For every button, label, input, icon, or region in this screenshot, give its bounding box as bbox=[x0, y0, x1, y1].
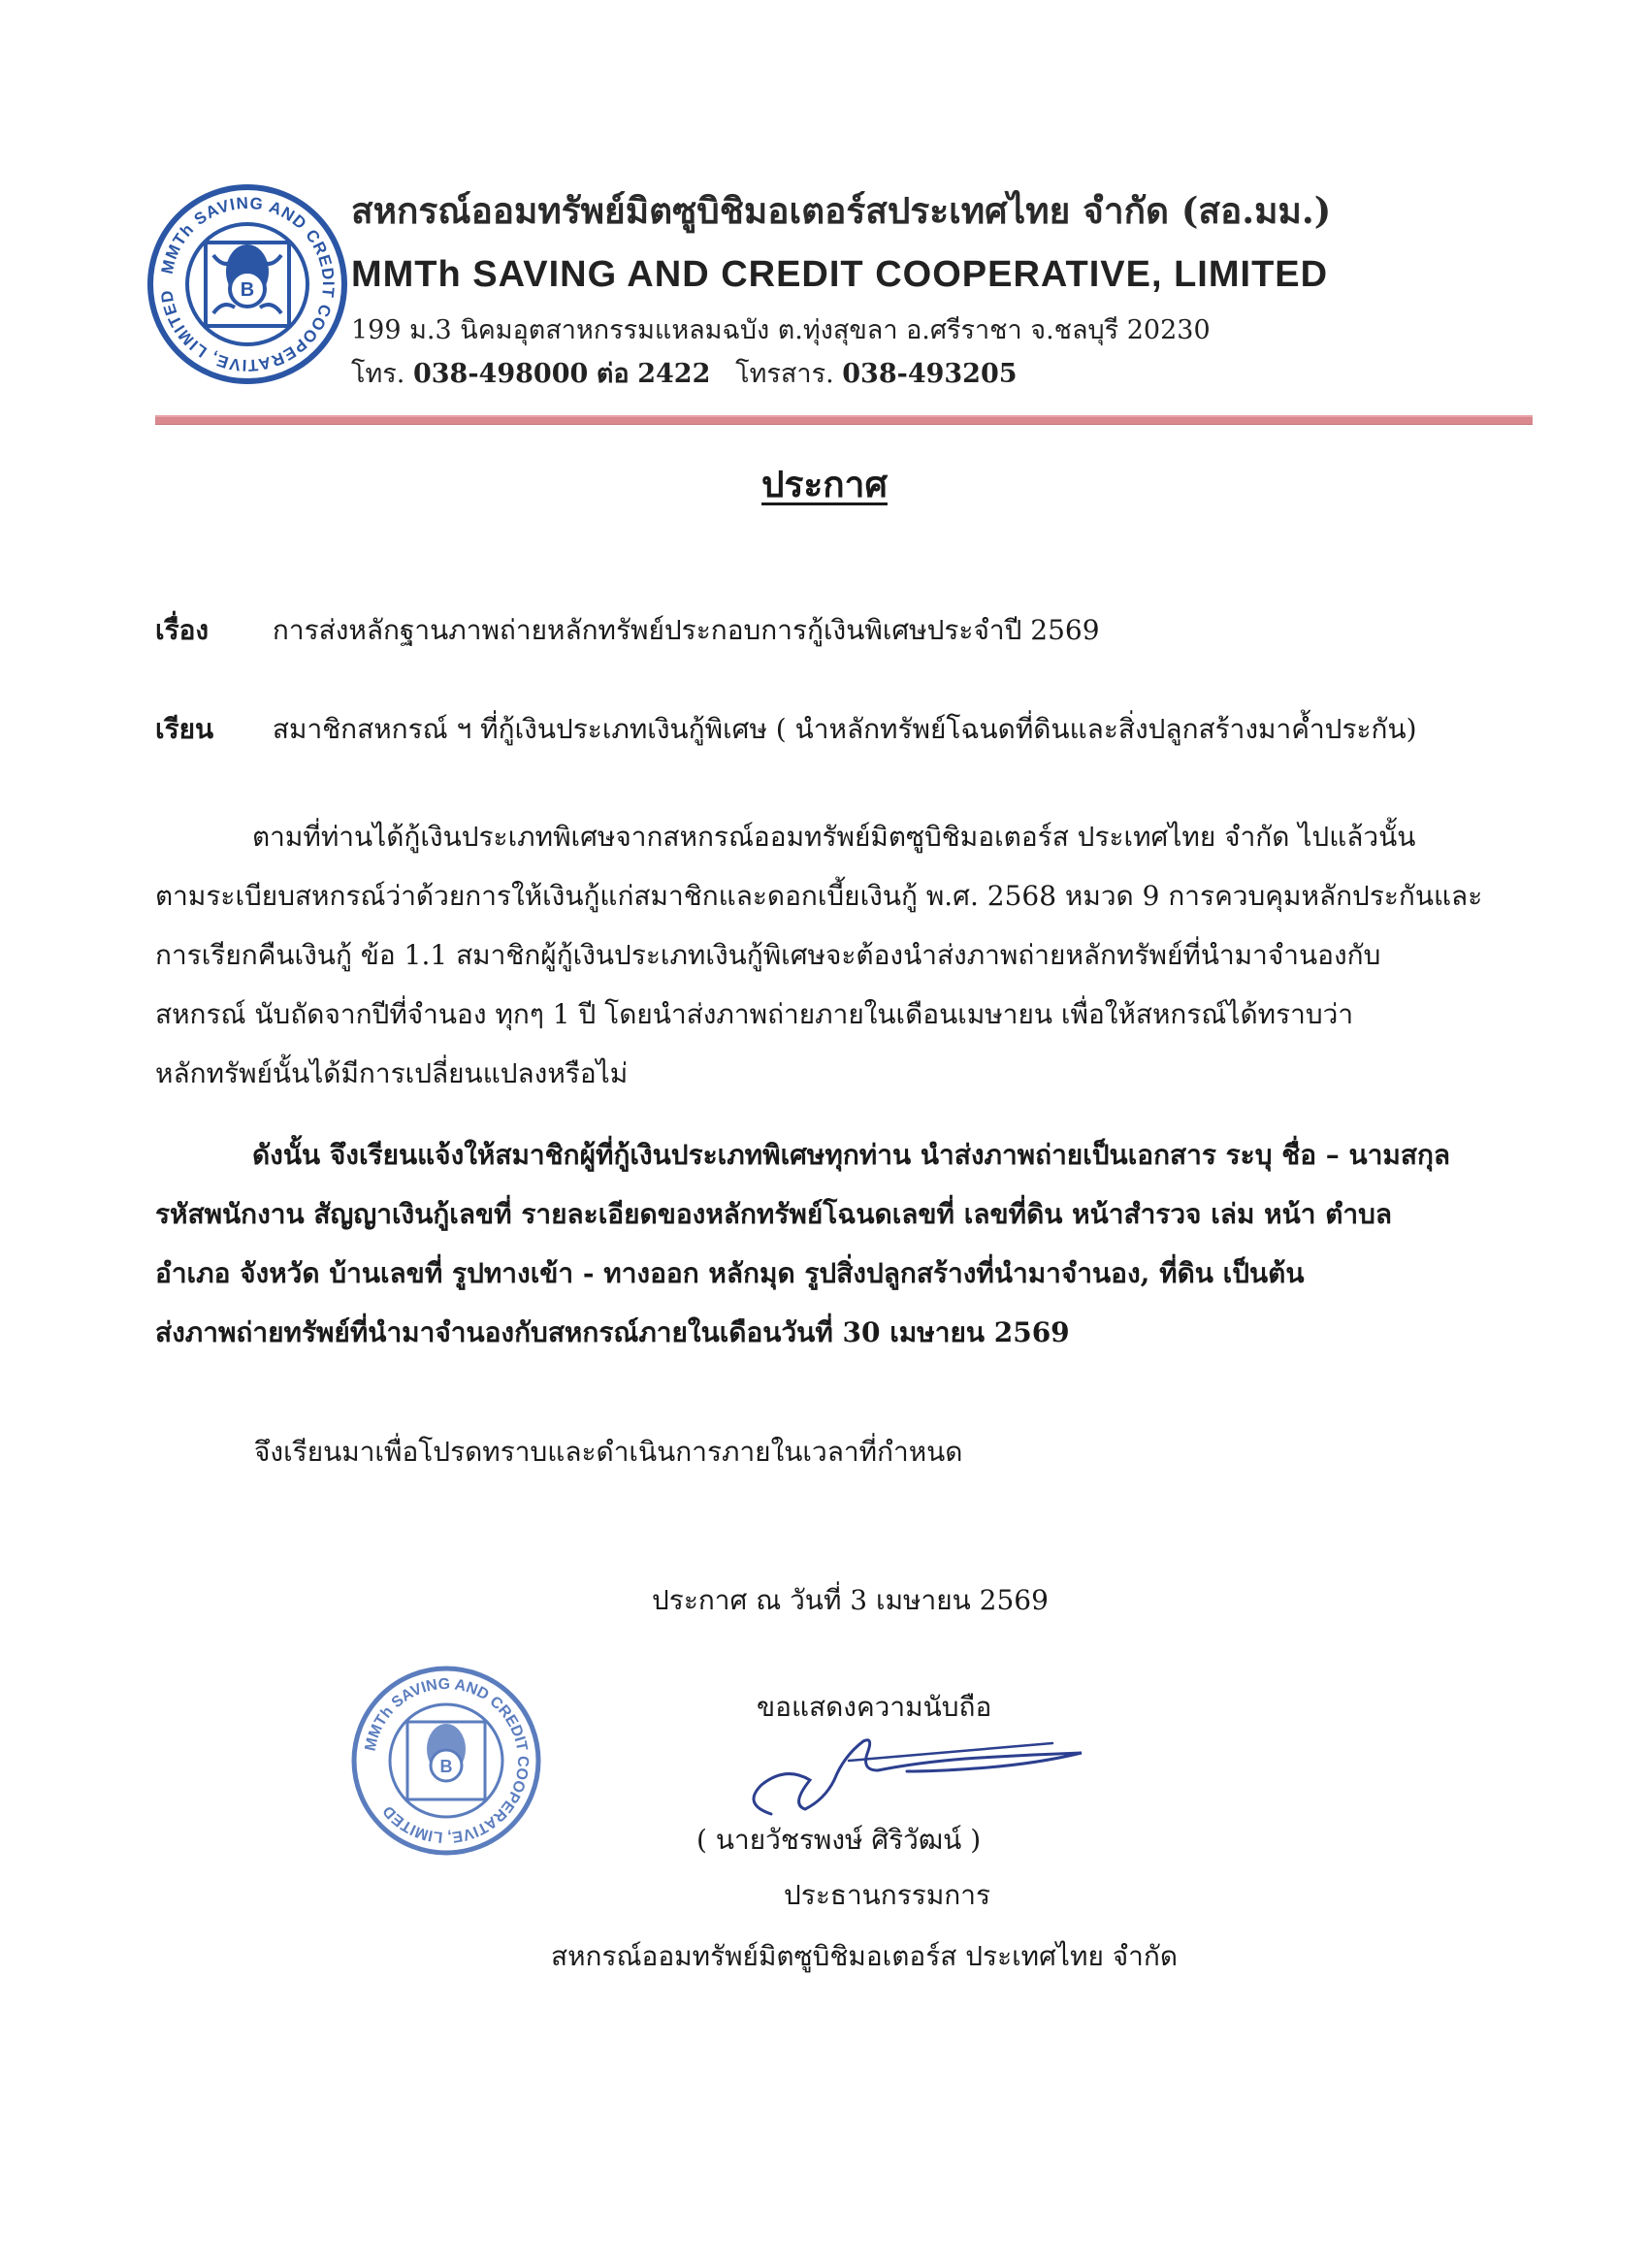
tel-number: 038-498000 bbox=[412, 359, 589, 389]
paragraph-line: ดังนั้น จึงเรียนแจ้งให้สมาชิกผู้ที่กู้เงินประเภทพิเศษทุกท่าน นำส่งภาพถ่ายเป็นเอกสาร ระบุ ชื่อ – นามสกุล bbox=[252, 1139, 1451, 1171]
subject-text: การส่งหลักฐานภาพถ่ายหลักทรัพย์ประกอบการกู้เงินพิเศษประจำปี 2569 bbox=[272, 614, 1100, 646]
svg-text:MMTh SAVING AND CREDIT COOPERA: MMTh SAVING AND CREDIT COOPERATIVE, LIMITED bbox=[362, 1675, 532, 1846]
org-contact bbox=[351, 352, 1018, 394]
org-name-thai: สหกรณ์ออมทรัพย์มิตซูบิชิมอเตอร์สประเทศไทย จำกัด (สอ.มม.) bbox=[351, 189, 1332, 232]
paragraph-line: ตามระเบียบสหกรณ์ว่าด้วยการให้เงินกู้แก่สมาชิกและดอกเบี้ยเงินกู้ พ.ศ. 2568 หมวด 9 การควบคุมหลักประกันและ bbox=[155, 880, 1483, 912]
cooperative-seal-stamp bbox=[349, 1664, 543, 1858]
body-paragraph-1 bbox=[155, 807, 1513, 1103]
svg-text:B: B bbox=[439, 1757, 453, 1776]
paragraph-line: สหกรณ์ นับถัดจากปีที่จำนอง ทุกๆ 1 ปี โดยนำส่งภาพถ่ายภายในเดือนเมษายน เพื่อให้สหกรณ์ได้ทราบว่า bbox=[155, 998, 1354, 1030]
letterhead-divider bbox=[155, 415, 1533, 425]
ext-number: 2422 bbox=[637, 359, 711, 389]
closing-sentence: จึงเรียนมาเพื่อโปรดทราบและดำเนินการภายในเวลาที่กำหนด bbox=[254, 1436, 963, 1468]
org-name-english: MMTh SAVING AND CREDIT COOPERATIVE, LIMITED bbox=[351, 254, 1329, 295]
paragraph-line: การเรียกคืนเงินกู้ ข้อ 1.1 สมาชิกผู้กู้เงินประเภทเงินกู้พิเศษจะต้องนำส่งภาพถ่ายหลักทรัพย์ที่นำมาจำนองกับ bbox=[155, 939, 1381, 971]
handwritten-signature bbox=[713, 1722, 1101, 1829]
paragraph-line: รหัสพนักงาน สัญญาเงินกู้เลขที่ รายละเอียดของหลักทรัพย์โฉนดเลขที่ เลขที่ดิน หน้าสำรวจ เล่ม หน้า ตำบล bbox=[155, 1198, 1393, 1230]
org-address: 199 ม.3 นิคมอุตสาหกรรมแหลมฉบัง ต.ทุ่งสุขลา อ.ศรีราชา จ.ชลบุรี 20230 bbox=[351, 315, 1211, 345]
document-title bbox=[0, 456, 1649, 513]
paragraph-line: ตามที่ท่านได้กู้เงินประเภทพิเศษจากสหกรณ์ออมทรัพย์มิตซูบิชิมอเตอร์ส ประเทศไทย จำกัด ไปแล้วนั้น bbox=[252, 821, 1416, 853]
paragraph-line: หลักทรัพย์นั้นได้มีการเปลี่ยนแปลงหรือไม่ bbox=[155, 1057, 629, 1089]
cooperative-logo bbox=[146, 182, 349, 386]
subject-label: เรื่อง bbox=[155, 614, 210, 646]
tel-label: โทร. bbox=[351, 359, 405, 389]
ext-label: ต่อ bbox=[596, 359, 630, 389]
signer-position: ประธานกรรมการ bbox=[784, 1879, 991, 1911]
svg-text:B: B bbox=[240, 279, 255, 301]
body-paragraph-2 bbox=[155, 1125, 1513, 1362]
recipient-text: สมาชิกสหกรณ์ ฯ ที่กู้เงินประเภทเงินกู้พิเศษ ( นำหลักทรัพย์โฉนดที่ดินและสิ่งปลูกสร้างมาค้ำประกัน) bbox=[272, 713, 1417, 745]
recipient-line bbox=[155, 708, 1417, 751]
signer-organization: สหกรณ์ออมทรัพย์มิตซูบิชิมอเตอร์ส ประเทศไทย จำกัด bbox=[551, 1940, 1179, 1972]
fax-label: โทรสาร. bbox=[735, 359, 834, 389]
svg-text:MMTh SAVING AND CREDIT COOPERA: MMTh SAVING AND CREDIT COOPERATIVE, LIMITED bbox=[157, 193, 339, 375]
subject-line bbox=[155, 609, 1100, 652]
title-text: ประกาศ bbox=[761, 463, 888, 505]
regards-line: ขอแสดงความนับถือ bbox=[757, 1691, 992, 1723]
recipient-label: เรียน bbox=[155, 713, 214, 745]
fax-number: 038-493205 bbox=[842, 359, 1018, 389]
paragraph-line: ส่งภาพถ่ายทรัพย์ที่นำมาจำนองกับสหกรณ์ภายในเดือนวันที่ 30 เมษายน 2569 bbox=[155, 1316, 1070, 1348]
paragraph-line: อำเภอ จังหวัด บ้านเลขที่ รูปทางเข้า - ทางออก หลักมุด รูปสิ่งปลูกสร้างที่นำมาจำนอง, ที่ดิน เป็นต้น bbox=[155, 1257, 1305, 1289]
signer-name: ( นายวัชรพงษ์ ศิริวัฒน์ ) bbox=[696, 1824, 982, 1856]
announcement-date: ประกาศ ณ วันที่ 3 เมษายน 2569 bbox=[652, 1584, 1049, 1616]
